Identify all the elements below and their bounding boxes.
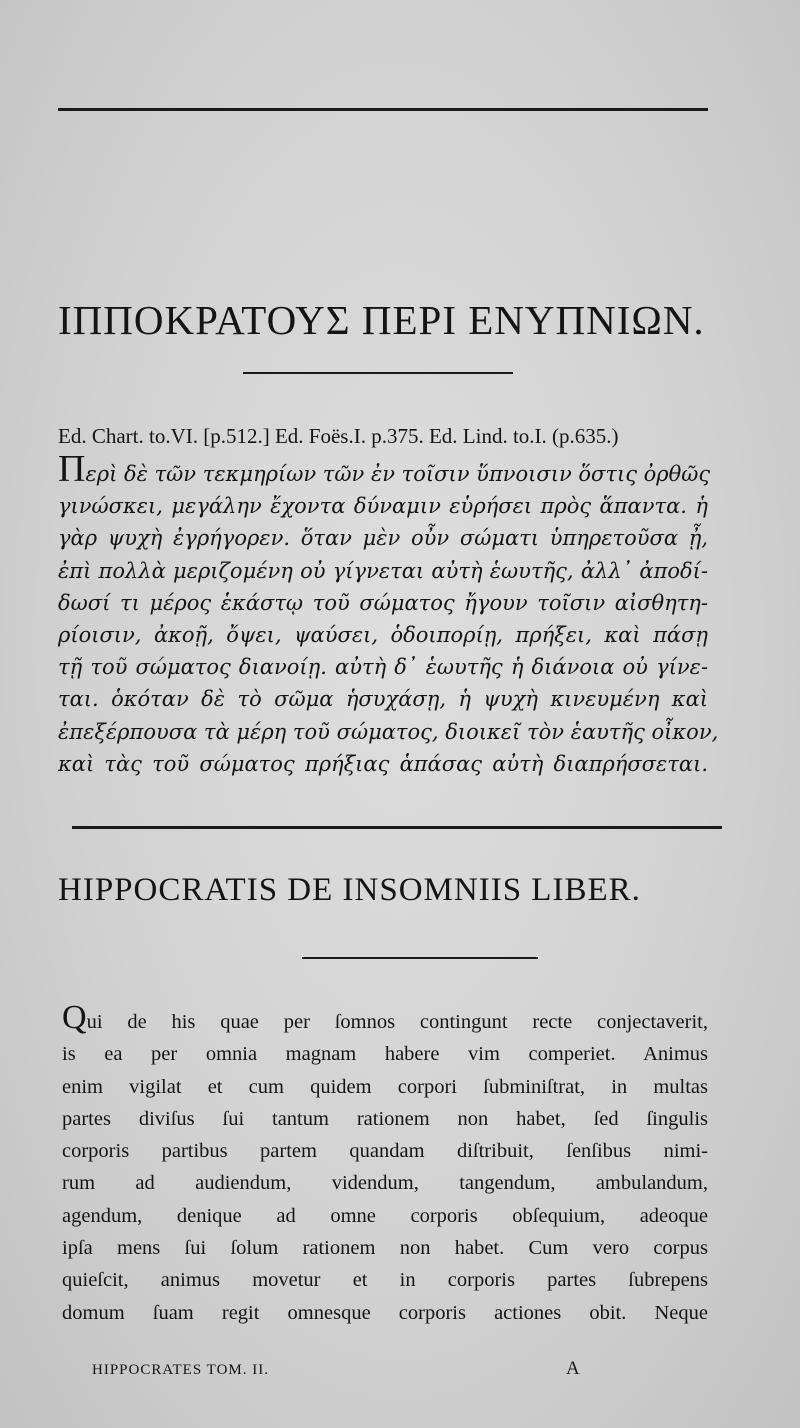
greek-line: ται. ὁκόταν δὲ τὸ σῶμα ἡσυχάσῃ, ἡ ψυχὴ κινευμένη καὶ — [58, 687, 708, 712]
greek-body — [58, 448, 719, 780]
latin-title: HIPPOCRATIS DE INSOMNIIS LIBER. — [58, 872, 641, 908]
greek-line: ἐπεξέρπουσα τὰ μέρη τοῦ σώματος, διοικεῖ τὸν ἑαυτῆς οἶκον, — [58, 719, 719, 744]
greek-line: δωσί τι μέρος ἑκάστῳ τοῦ σώματος ἤγουν τοῖσιν αἰσθητη- — [58, 590, 708, 615]
latin-title-rule — [302, 957, 538, 959]
greek-drop-initial: Π — [58, 448, 86, 490]
greek-line: καὶ τὰς τοῦ σώματος πρήξιας ἁπάσας αὐτὴ διαπρήσσεται. — [58, 751, 708, 776]
latin-line: Qui de his quae per ſomnos contingunt recte conjectaverit, — [62, 999, 708, 1036]
signature-mark: A — [566, 1358, 580, 1379]
greek-line: ἐπὶ πολλὰ μεριζομένη οὐ γίγνεται αὐτὴ ἑωυτῆς, ἀλλ᾽ ἀποδί- — [58, 558, 708, 583]
greek-title: ΙΠΠΟΚΡΑΤΟΥΣ ΠΕΡΙ ΕΝΥΠΝΙΩΝ. — [58, 297, 705, 343]
greek-line: Περὶ δὲ τῶν τεκμηρίων τῶν ἐν τοῖσιν ὕπνοισιν ὅστις ὀρθῶς — [58, 448, 711, 490]
greek-line: γὰρ ψυχὴ ἐγρήγορεν. ὅταν μὲν οὖν σώματι ὑπηρετοῦσα ᾖ, — [58, 526, 708, 551]
edition-reference: Ed. Chart. to.VI. [p.512.] Ed. Foës.I. p.375. Ed. Lind. to.I. (p.635.) — [58, 424, 619, 448]
latin-line: rum ad audiendum, videndum, tangendum, ambulandum, — [62, 1172, 708, 1195]
latin-line: partes diviſus ſui tantum rationem non habet, ſed ſingulis — [62, 1107, 708, 1130]
greek-line: γινώσκει, μεγάλην ἔχοντα δύναμιν εὑρήσει πρὸς ἅπαντα. ἡ — [58, 494, 708, 519]
latin-line: agendum, denique ad omne corporis obſequium, adeoque — [62, 1204, 708, 1227]
latin-line: enim vigilat et cum quidem corpori ſubminiſtrat, in multas — [62, 1075, 708, 1098]
greek-line: ρίοισιν, ἀκοῇ, ὄψει, ψαύσει, ὁδοιπορίῃ, πρήξει, καὶ πάσῃ — [58, 623, 708, 648]
latin-line: corporis partibus partem quandam diſtribuit, ſenſibus nimi- — [62, 1140, 708, 1163]
running-footer-title: HIPPOCRATES TOM. II. — [92, 1362, 269, 1378]
latin-body — [62, 999, 708, 1329]
greek-title-rule — [243, 372, 513, 374]
top-rule — [58, 108, 708, 111]
greek-line: τῇ τοῦ σώματος διανοίῃ. αὐτὴ δ᾽ ἑωυτῆς ἡ διάνοια οὐ γίνε- — [58, 655, 708, 680]
latin-line: quieſcit, animus movetur et in corporis partes ſubrepens — [62, 1269, 708, 1292]
latin-line: is ea per omnia magnam habere vim comperiet. Animus — [62, 1043, 708, 1066]
latin-drop-initial: Q — [62, 999, 87, 1036]
middle-rule — [72, 826, 722, 829]
latin-line: ipſa mens ſui ſolum rationem non habet. Cum vero corpus — [62, 1237, 708, 1260]
latin-line: domum ſuam regit omnesque corporis actiones obit. Neque — [62, 1301, 708, 1324]
